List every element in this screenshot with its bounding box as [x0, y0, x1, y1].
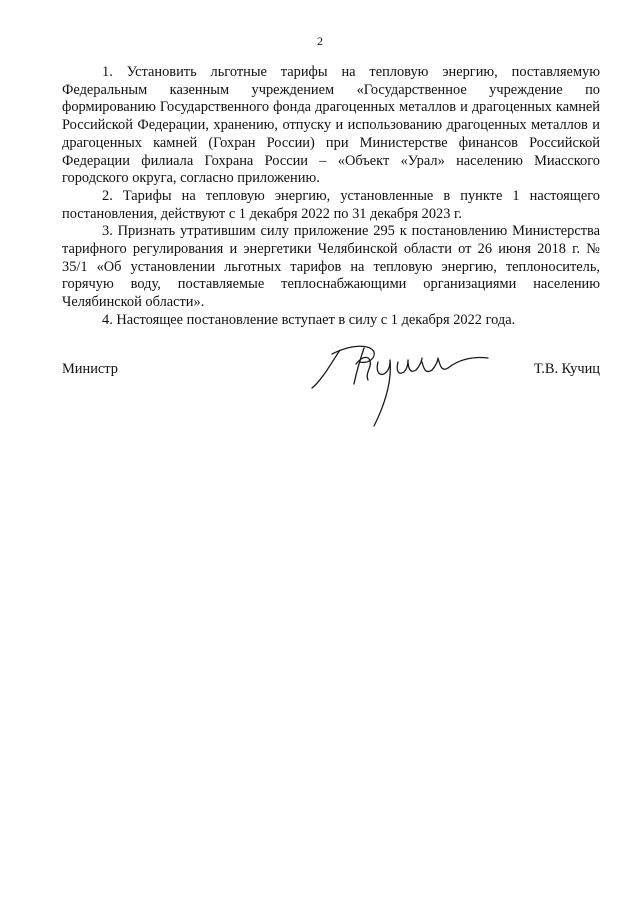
paragraph-3: 3. Признать утратившим силу приложение 295 к постановлению Министерства тарифного регулирования и энергетики Челябинской области от 26 июня 2018 г. № 35/1 «Об установлении льготных тарифов на тепловую энергию, теплоноситель, горячую воду, поставляемые теплоснабжающими организациями населению Челябинской области». — [62, 223, 600, 311]
signature-block — [62, 340, 600, 430]
paragraph-2: 2. Тарифы на тепловую энергию, установленные в пункте 1 настоящего постановления, действуют с 1 декабря 2022 по 31 декабря 2023 г. — [62, 187, 600, 222]
paragraph-4: 4. Настоящее постановление вступает в силу с 1 декабря 2022 года. — [102, 311, 516, 328]
handwritten-signature — [302, 340, 512, 430]
paragraph-1: 1. Установить льготные тарифы на тепловую энергию, поставляемую Федеральным казенным учреждением «Государственное учреждение по формированию Государственного фонда драгоценных металлов и драгоценных камней Российской Федерации, хранению, отпуску и использованию драгоценных металлов и драгоценных камней (Гохран России) при Министерстве финансов Российской Федерации филиала Гохрана России – «Объект «Урал» населению Миасского городского округа, согласно приложению. — [62, 64, 600, 187]
signatory-title: Министр — [62, 361, 118, 377]
signatory-name: Т.В. Кучиц — [533, 361, 600, 377]
document-body — [62, 64, 600, 330]
page-number: 2 — [317, 34, 323, 48]
